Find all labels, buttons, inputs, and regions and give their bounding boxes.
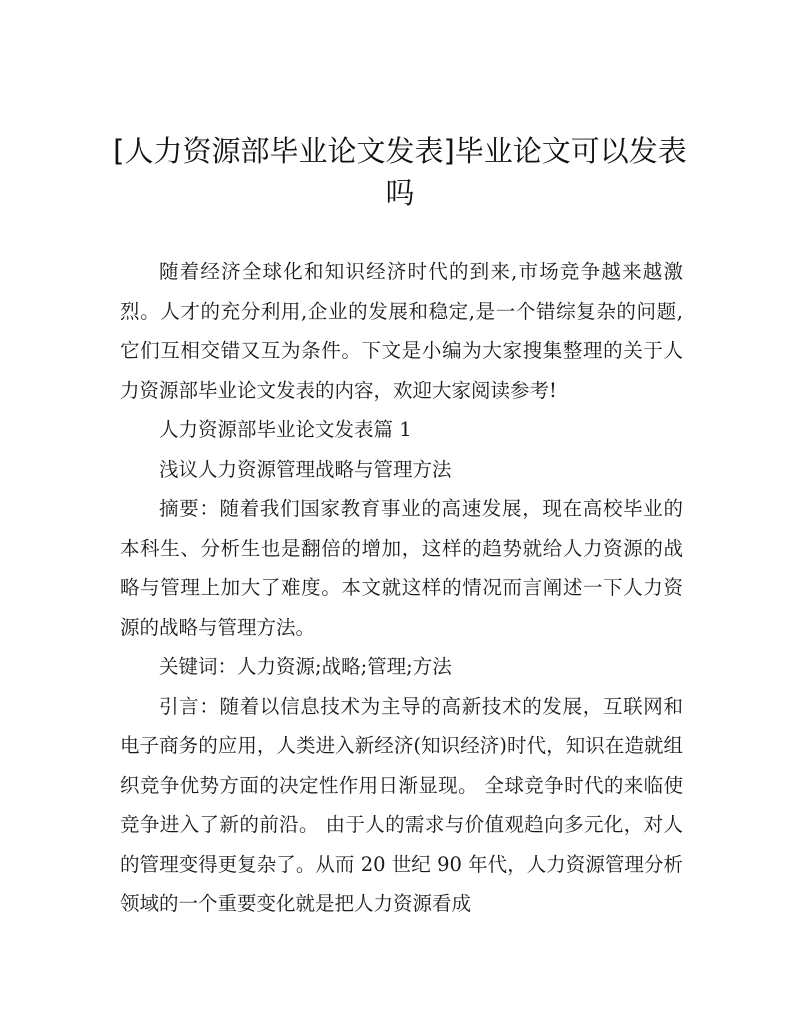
article-title: 浅议人力资源管理战略与管理方法 [159,457,452,481]
section-heading: 人力资源部毕业论文发表篇 1 [159,418,412,441]
document-title: [人力资源部毕业论文发表]毕业论文可以发表吗 [113,134,687,210]
document-body [120,252,683,924]
intro-paragraph: 随着经济全球化和知识经济时代的到来,市场竞争越来越激烈。人才的充分利用,企业的发展和稳定,是一个错综复杂的问题,它们互相交错又互为条件。下文是小编为大家搜集整理的关于人力资源部毕业论文发表的内容，欢迎大家阅读参考! [120,260,683,402]
abstract-paragraph: 摘要：随着我们国家教育事业的高速发展，现在高校毕业的本科生、分析生也是翻倍的增加，这样的趋势就给人力资源的战略与管理上加大了难度。本文就这样的情况而言阐述一下人力资源的战略与管理方法。 [120,497,683,639]
introduction-paragraph: 引言：随着以信息技术为主导的高新技术的发展，互联网和电子商务的应用，人类进入新经济(知识经济)时代，知识在造就组织竞争优势方面的决定性作用日渐显现。 全球竞争时代的来临使竞争进入了新的前沿。 由于人的需求与价值观趋向多元化，对人的管理变得更复杂了。从而 20 世纪 90 年代，人力资源管理分析领域的一个重要变化就是把人力资源看成 [120,694,683,915]
keywords-paragraph: 关键词：人力资源;战略;管理;方法 [159,655,452,678]
